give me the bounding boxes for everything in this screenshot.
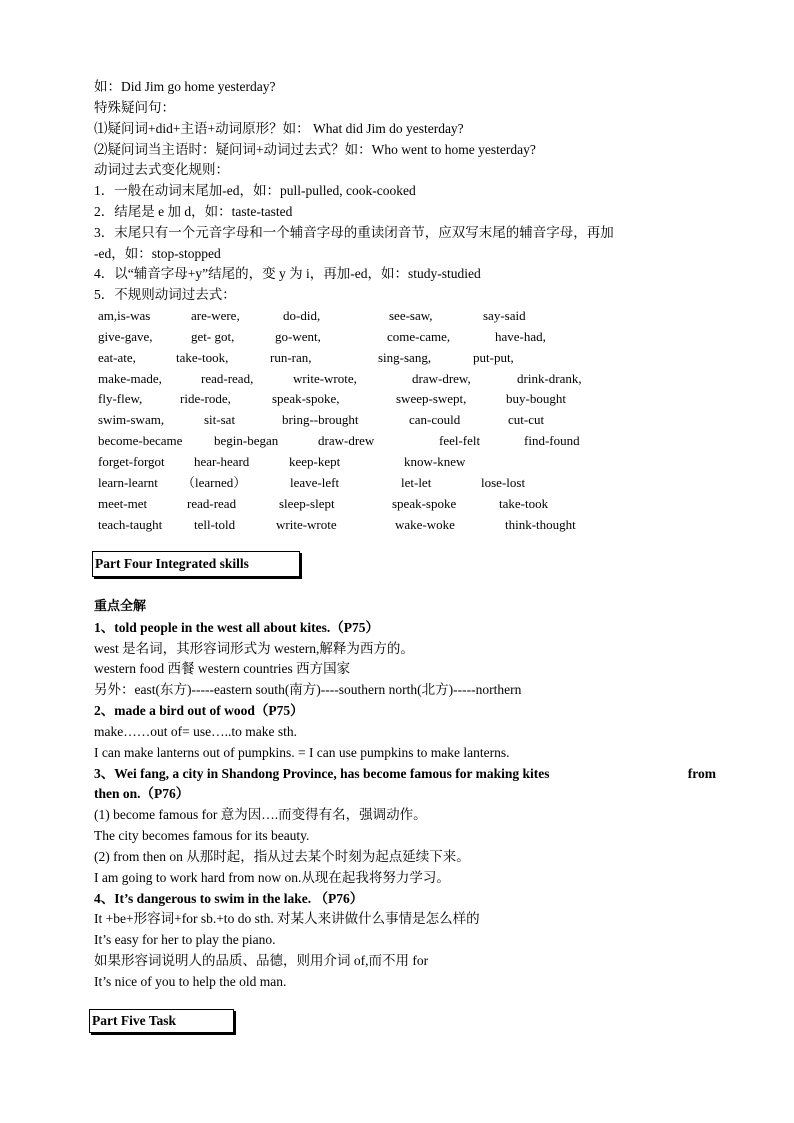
verb-cell: eat-ate, bbox=[98, 350, 136, 365]
verb-cell: lose-lost bbox=[481, 475, 526, 490]
verb-cell: read-read bbox=[187, 496, 237, 511]
key-point-3-line-3: (2) from then on 从那时起，指从过去某个时刻为起点延续下来。 bbox=[94, 849, 470, 864]
verb-cell: bring--brought bbox=[282, 412, 359, 427]
verb-cell: say-said bbox=[483, 308, 526, 323]
verb-cell: tell-told bbox=[194, 517, 236, 532]
verb-cell: read-read, bbox=[201, 371, 254, 386]
verb-cell: am,is-was bbox=[98, 308, 151, 323]
verb-cell: speak-spoke, bbox=[272, 391, 340, 406]
key-point-3-title-right: from bbox=[687, 766, 716, 781]
verb-cell: draw-drew, bbox=[412, 371, 471, 386]
key-point-3-line-1: (1) become famous for 意为因….而变得有名，强调动作。 bbox=[94, 807, 427, 822]
verb-cell: are-were, bbox=[191, 308, 240, 323]
verb-cell: get- got, bbox=[191, 329, 235, 344]
verb-cell: ride-rode, bbox=[180, 391, 231, 406]
verb-cell: teach-taught bbox=[98, 517, 163, 532]
past-tense-rules-heading: 动词过去式变化规则： bbox=[94, 162, 229, 177]
verb-cell: wake-woke bbox=[395, 517, 455, 532]
rule-question-word-did: ⑴疑问词+did+主语+动词原形？如： What did Jim do yesterday? bbox=[94, 121, 464, 136]
verb-cell: drink-drank, bbox=[517, 371, 582, 386]
verb-cell: take-took bbox=[499, 496, 549, 511]
key-point-3-title-cont: then on.（P76） bbox=[94, 786, 190, 801]
verb-cell: go-went, bbox=[275, 329, 321, 344]
verb-cell: leave-left bbox=[290, 475, 340, 490]
verb-cell: know-knew bbox=[404, 454, 466, 469]
verb-cell: speak-spoke bbox=[392, 496, 457, 511]
verb-cell: find-found bbox=[524, 433, 580, 448]
key-point-1-line-1: west 是名词，其形容词形式为 western,解释为西方的。 bbox=[94, 641, 414, 656]
verb-cell: swim-swam, bbox=[98, 412, 165, 427]
verb-cell: think-thought bbox=[505, 517, 576, 532]
verb-cell: come-came, bbox=[387, 329, 451, 344]
key-point-3-line-2: The city becomes famous for its beauty. bbox=[94, 828, 310, 843]
part-five-heading: Part Five Task bbox=[89, 1009, 234, 1033]
verb-cell: （learned） bbox=[182, 475, 247, 490]
rule-2: 2．结尾是 e 加 d，如：taste-tasted bbox=[94, 204, 293, 219]
key-point-2-line-2: I can make lanterns out of pumpkins. = I can use pumpkins to make lanterns. bbox=[94, 745, 510, 760]
key-point-1-title: 1、told people in the west all about kites.（P75） bbox=[94, 620, 380, 635]
verb-cell: draw-drew bbox=[318, 433, 375, 448]
rule-3: 3．末尾只有一个元音字母和一个辅音字母的重读闭音节，应双写末尾的辅音字母，再加 bbox=[94, 225, 614, 240]
key-point-4-line-3: 如果形容词说明人的品质、品德，则用介词 of,而不用 for bbox=[94, 953, 429, 968]
key-point-3-line-4: I am going to work hard from now on.从现在起我将努力学习。 bbox=[94, 870, 450, 885]
verb-cell: hear-heard bbox=[194, 454, 250, 469]
verb-cell: begin-began bbox=[214, 433, 279, 448]
verb-cell: give-gave, bbox=[98, 329, 153, 344]
verb-cell: fly-flew, bbox=[98, 391, 143, 406]
verb-cell: forget-forgot bbox=[98, 454, 165, 469]
key-point-4-line-4: It’s nice of you to help the old man. bbox=[94, 974, 287, 989]
verb-cell: sit-sat bbox=[204, 412, 236, 427]
key-point-2-line-1: make……out of= use…..to make sth. bbox=[94, 724, 297, 739]
verb-cell: feel-felt bbox=[439, 433, 481, 448]
rule-1: 1．一般在动词末尾加-ed，如：pull-pulled, cook-cooked bbox=[94, 183, 416, 198]
verb-cell: let-let bbox=[401, 475, 432, 490]
verb-cell: can-could bbox=[409, 412, 461, 427]
rule-3-cont: -ed，如：stop-stopped bbox=[94, 246, 221, 261]
part-four-heading: Part Four Integrated skills bbox=[92, 551, 300, 577]
verb-cell: sweep-swept, bbox=[396, 391, 467, 406]
key-point-1-line-3: 另外：east(东方)-----eastern south(南方)----southern north(北方)-----northern bbox=[94, 682, 522, 697]
verb-cell: become-became bbox=[98, 433, 183, 448]
verb-cell: have-had, bbox=[495, 329, 546, 344]
example-did-jim: 如：Did Jim go home yesterday? bbox=[94, 79, 276, 94]
verb-cell: sleep-slept bbox=[279, 496, 335, 511]
rule-5: 5．不规则动词过去式： bbox=[94, 287, 236, 302]
key-point-3-title-left: 3、Wei fang, a city in Shandong Province, has become famous for making kites bbox=[94, 766, 550, 781]
verb-cell: take-took, bbox=[176, 350, 229, 365]
verb-cell: make-made, bbox=[98, 371, 162, 386]
verb-cell: meet-met bbox=[98, 496, 148, 511]
verb-cell: sing-sang, bbox=[378, 350, 432, 365]
verb-cell: learn-learnt bbox=[98, 475, 158, 490]
key-points-heading: 重点全解 bbox=[94, 599, 147, 614]
key-point-2-title: 2、made a bird out of wood（P75） bbox=[94, 703, 304, 718]
verb-cell: put-put, bbox=[473, 350, 514, 365]
rule-4: 4．以“辅音字母+y”结尾的，变 y 为 i，再加-ed，如：study-studied bbox=[94, 266, 481, 281]
verb-cell: keep-kept bbox=[289, 454, 341, 469]
key-point-4-line-1: It +be+形容词+for sb.+to do sth. 对某人来讲做什么事情是怎么样的 bbox=[94, 911, 480, 926]
key-point-1-line-2: western food 西餐 western countries 西方国家 bbox=[94, 661, 351, 676]
key-point-4-line-2: It’s easy for her to play the piano. bbox=[94, 932, 276, 947]
verb-cell: run-ran, bbox=[270, 350, 312, 365]
verb-cell: do-did, bbox=[283, 308, 321, 323]
rule-question-word-subject: ⑵疑问词当主语时：疑问词+动词过去式？如：Who went to home yesterday? bbox=[94, 142, 536, 157]
special-questions-heading: 特殊疑问句： bbox=[94, 100, 175, 115]
verb-cell: write-wrote bbox=[276, 517, 337, 532]
verb-cell: see-saw, bbox=[389, 308, 433, 323]
verb-cell: write-wrote, bbox=[293, 371, 357, 386]
verb-cell: cut-cut bbox=[508, 412, 545, 427]
key-point-4-title: 4、It’s dangerous to swim in the lake. （P76） bbox=[94, 891, 364, 906]
key-point-3-title bbox=[94, 765, 716, 783]
verb-cell: buy-bought bbox=[506, 391, 566, 406]
